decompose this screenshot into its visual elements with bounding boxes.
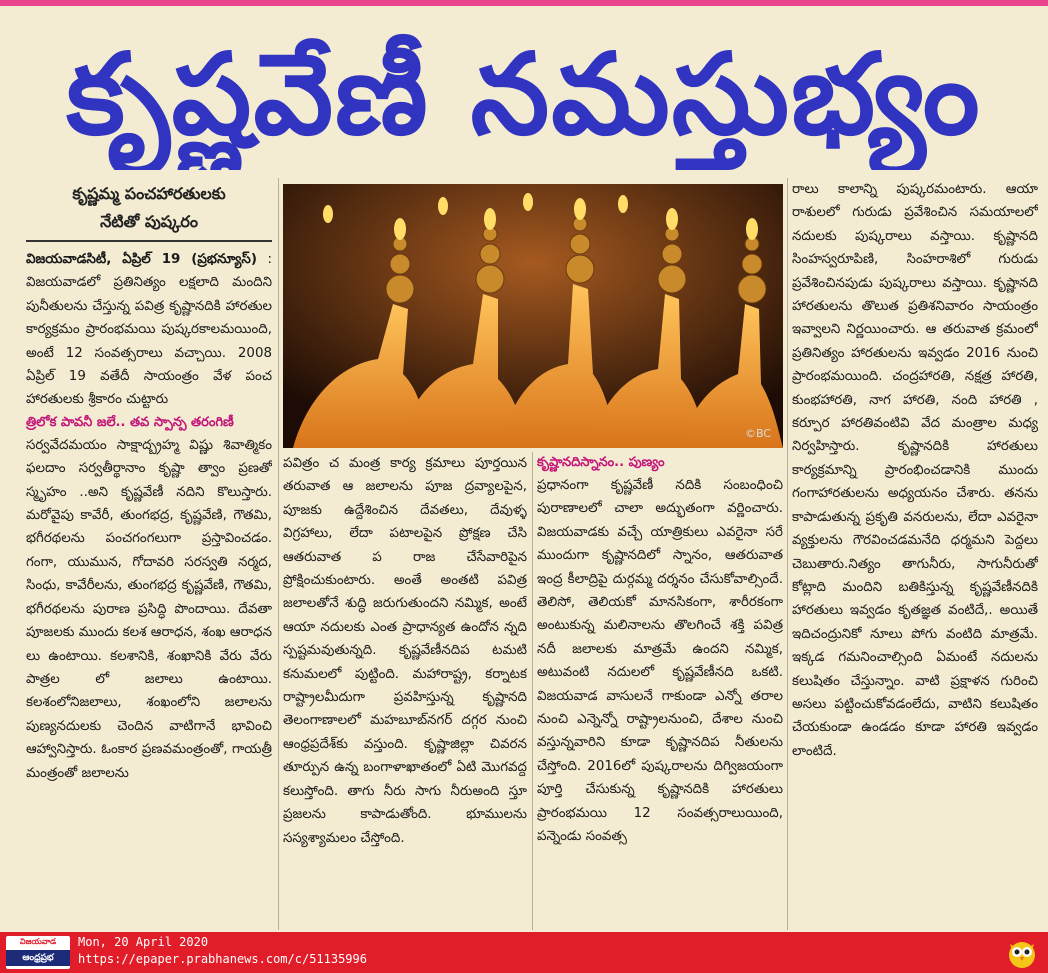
column-2	[283, 452, 527, 930]
column-3-text: ప్రధానంగా కృష్ణవేణీ నదికి సంబంధించి పురాణాలలో చాలా అద్భుతంగా వర్ణించారు. విజయవాడకు వచ్చే యాత్రికులు ఎవరైనా సరే ముందుగా కృష్ణానదిలో స్నానం, ఆతరువాత ఇంద్ర కీలాద్రిపై దుర్గమ్మ దర్శనం చేసుకోవాల్సిందే. తెలిసో, తెలియకో మానసికంగా, శారీరకంగా అంటుకున్న మలినాలను తొలగించే శక్తి పవిత్ర నదీ జలాలకు మాత్రమే ఉందని నమ్మిక, అటువంటి నదులలో కృష్ణవేణీనది ఒకటి. విజయవాడ వాసులనే గాకుండా ఎన్నో తరాల నుంచి ఎన్నెన్నో రాష్ట్రాలనుంచి, దేశాల నుంచి వస్తున్నవారిని కూడా కృష్ణానదిప నీతులను చేస్తోంది. 2016లో పుష్కరాలను దిగ్విజయంగా పూర్తి చేసుకున్న కృష్ణానదికి హారతులు ప్రారంభమయి 12 సంవత్సరాలుయింది, పన్నెండు సంవత్స	[537, 478, 783, 845]
section-subhead: త్రిలోక పావనీ జలే.. తవ స్పాన్ప తరంగిణీ	[26, 414, 234, 430]
article-body	[0, 178, 1048, 930]
section-subhead-2: కృష్ణానదిస్నానం.. పుణ్యం	[537, 455, 665, 470]
owl-icon	[1006, 936, 1038, 969]
logo-name: ఆంధ్రప్రభ	[6, 950, 70, 966]
column-4	[792, 178, 1038, 930]
aarti-photo	[283, 184, 783, 448]
dateline: విజయవాడసిటీ, ఏప్రిల్ 19 (ప్రభన్యూస్)	[26, 252, 257, 267]
footer-bar	[0, 932, 1048, 973]
top-rule	[0, 0, 1048, 6]
story-title-line2: నేటితో పుష్కరం	[100, 212, 198, 231]
story-intro: : విజయవాడలో ప్రతినిత్యం లక్షలాది మందిని పునీతులను చేస్తున్న పవిత్ర కృష్ణానదికి హారతుల కార్యక్రమం ప్రారంభమయి పుష్కరకాలమయింది, అంటే 12 సంవత్సరాలు వచ్చాయి. 2008 ఏప్రిల్ 19 వతేదీ సాయంత్రం వేళ పంచ హారతులకు శ్రీకారం చుట్టారు	[26, 252, 272, 408]
column-4-text: రాలు కాలాన్ని పుష్కరమంటారు. ఆయా రాశులలో గురుడు ప్రవేశించిన సమయాలలో నదులకు పుష్కరాలు వస్తాయి. కృష్ణానది సింహస్వరూపిణి, సింహరాశిలో గురుడు ప్రవేశించినపుడు పుష్కరాలు వస్తాయి. కృష్ణానది హారతులను తొలుత ప్రతిశనివారం సాయంత్రం ఇవ్వాలని నిర్ణయించారు. ఆ తరువాత క్రమంలో ప్రతినిత్యం హారతులను ఇవ్వడం 2016 నుంచి ప్రారంభమయింది. చంద్రహారతి, నక్షత్ర హారతి, కుంభహారతి, నాగ హారతి, నంది హారతి , కర్పూర హారతివంటివి వేద మంత్రాల మధ్య నిర్వహిస్తారు. కృష్ణానదికి హారతులు కార్యక్రమాన్ని ప్రారంభించడానికి ముందు గంగాహారతులను అధ్యయనం చేశారు. తనను కాపాడుతున్న ప్రకృతి వనరులను, లేదా ఎవరైనా వ్యక్తులను గౌరవించడమనేది ధర్మమని పెద్దలు చెబుతారు.నిత్యం తాగునీరు, సాగునీరుతో కోట్లాది మందిని బతికిస్తున్న కృష్ణవేణీనదికి హారతులు ఇవ్వడం కృతజ్ఞత వంటిదే,. అయితే ఇదిచంద్రునికో నూలు పోగు వంటిది మాత్రమే. ఇక్కడ గమనించాల్సింది ఏమంటే నదులను కలుషితం చేస్తున్నాం. వాటి ప్రక్షాళన గురించి అసలు పట్టించుకోవడంలేదు, వాటిని కలుషితం చేయకుండా ఉండడం కూడా హారతి ఇవ్వడం లాంటిదే.	[792, 182, 1038, 759]
footer-url[interactable]: https://epaper.prabhanews.com/c/51135996	[78, 952, 367, 966]
logo-edition: విజయవాడ	[19, 937, 57, 946]
column-divider	[278, 178, 279, 930]
newspaper-logo[interactable]	[6, 936, 70, 969]
section-text: సర్వవేదమయం సాక్షాద్బ్రహ్మ విష్ణు శివాత్మికం ఫలదాం సర్వతీర్థానాం కృష్ణా త్వాం ప్రణతో స్మృహం ..అని కృష్ణవేణీ నదిని కొలుస్తారు. మరోవైపు కావేరీ, తుంగభద్ర, కృష్ణవేణి, గౌతమి, భగీరథలను పంచగంగలుగా ప్రస్తావించడం. గంగా, యుమున, గోదావరి సరస్వతి నర్మద, సింధు, కావేరీలను, తుంగభద్ర కృష్ణవేణి, గౌతమి, భగీరథలను పురాణ ప్రసిద్ధి పొందాయి. దేవతా పూజలకు ముందు కలశ ఆరాధన, శంఖ ఆరాధన లు ఉంటాయి. కలశానికి, శంఖానికి వేరు వేరు పాత్రల లో జలాలు ఉంటాయి. కలశంలోనిజలాలు, శంఖంలోని జలాలను పుణ్యనదులకు చెందిన వాటిగానే భావించి ఆహ్వానిస్తారు. ఓంకార ప్రణవమంత్రంతో, గాయత్రీ మంత్రంతో జలాలను	[26, 437, 272, 781]
photo-credit: ©BC	[744, 427, 771, 440]
footer-date: Mon, 20 April 2020	[78, 935, 209, 949]
story-title-line1: కృష్ణమ్మ పంచహారతులకు	[72, 184, 226, 203]
story-title	[26, 178, 272, 242]
column-3	[537, 452, 783, 930]
column-divider	[532, 452, 533, 930]
headline: కృష్ణవేణీ నమస్తుభ్యం	[66, 30, 982, 160]
column-2-text: పవిత్రం చ మంత్ర కార్య క్రమాలు పూర్తయిన తరువాత ఆ జలాలను పూజ ద్రవ్యాలపైన, పూజకు ఉద్దేశించిన దేవతలు, దేవుళ్ళ విగ్రహాలు, లేదా పటాలపైన ప్రోక్షణ చేసి ఆతరువాత ప రాజ చేసేవారిపైన ప్రోక్షించుకుంటారు. అంతే అంతటి పవిత్ర జలాలతోనే శుద్ధి జరుగుతుందని నమ్మిక, అంటే ఆయా నదులకు ఎంత ప్రాధాన్యత ఉందోన న్నది స్పష్టమవుతున్నది. కృష్ణవేణీనదిప టమటి కనుమలలో పుట్టింది. మహారాష్ట్ర, కర్నాటక రాష్ట్రాలమీదుగా ప్రవహిస్తున్న కృష్ణానది తెలంగాణాలలో మహబూబ్‌నగర్ దగ్గర నుంచి ఆంధ్రప్రదేశ్‌కు వస్తుంది. కృష్ణాజిల్లా చివరన తూర్పున ఉన్న బంగాళాఖాతంలో ఏటి మొగవద్ద కలుస్తోంది. తాగు నీరు సాగు నీరుఅంది స్తూ ప్రజలను కాపాడుతోంది. భూములను సస్యశ్యామలం చేస్తోంది.	[283, 456, 527, 846]
column-divider	[787, 178, 788, 930]
column-1	[26, 178, 272, 930]
